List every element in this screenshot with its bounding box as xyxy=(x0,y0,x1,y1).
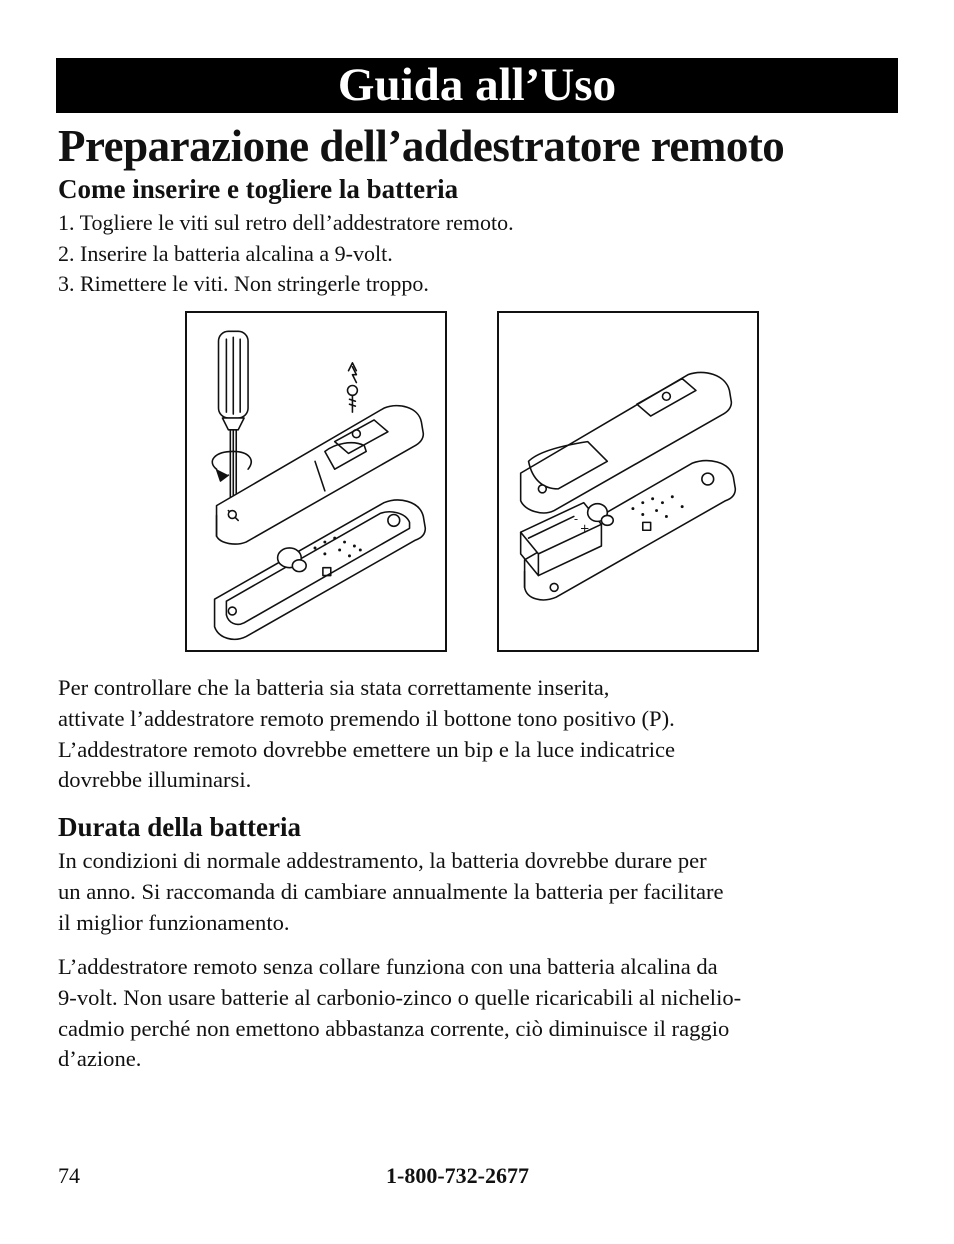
screwdriver-remove-screws-icon xyxy=(187,313,445,650)
svg-text:+: + xyxy=(579,521,590,536)
battery-type-paragraph xyxy=(58,952,908,1075)
paragraph-line: 9-volt. Non usare batterie al carbonio-zinco o quelle ricaricabili al nichelio- xyxy=(58,984,742,1010)
step-item: 1. Togliere le viti sul retro dell’addestratore remoto. xyxy=(58,210,514,235)
paragraph-line: Per controllare che la batteria sia stata correttamente inserita, xyxy=(58,675,610,700)
battery-section-title: Come inserire e togliere la batteria xyxy=(58,174,459,204)
step-item: 3. Rimettere le viti. Non stringerle troppo. xyxy=(58,271,429,296)
paragraph-line: il miglior funzionamento. xyxy=(58,909,290,935)
paragraph-line: L’addestratore remoto senza collare funziona con una batteria alcalina da xyxy=(58,954,718,979)
paragraph-line: attivate l’addestratore remoto premendo il bottone tono positivo (P). xyxy=(58,705,675,731)
banner-title: Guida all’Uso xyxy=(337,59,617,111)
paragraph-line: dovrebbe illuminarsi. xyxy=(58,767,252,793)
paragraph-line: un anno. Si raccomanda di cambiare annualmente la batteria per facilitare xyxy=(58,878,724,904)
battery-steps-list xyxy=(58,208,514,300)
support-phone-number: 1-800-732-2677 xyxy=(386,1163,529,1188)
step-item: 2. Inserire la batteria alcalina a 9-volt. xyxy=(58,240,393,266)
paragraph-line: In condizioni di normale addestramento, la batteria dovrebbe durare per xyxy=(58,848,707,873)
battery-insert-illustration xyxy=(497,311,759,652)
paragraph-line: cadmio perché non emettono abbastanza corrente, ciò diminuisce il raggio xyxy=(58,1015,730,1041)
page-number: 74 xyxy=(58,1163,80,1188)
screwdriver-illustration xyxy=(185,311,447,652)
page-title: Preparazione dell’addestratore remoto xyxy=(58,121,785,171)
battery-check-paragraph xyxy=(58,673,908,796)
paragraph-line: L’addestratore remoto dovrebbe emettere un bip e la luce indicatrice xyxy=(58,736,676,762)
paragraph-line: d’azione. xyxy=(58,1046,142,1072)
battery-life-section-title: Durata della batteria xyxy=(58,812,301,842)
section-banner xyxy=(56,58,898,113)
battery-life-paragraph xyxy=(58,846,908,938)
insert-9v-battery-icon xyxy=(499,313,757,650)
svg-text:-: - xyxy=(573,511,579,526)
